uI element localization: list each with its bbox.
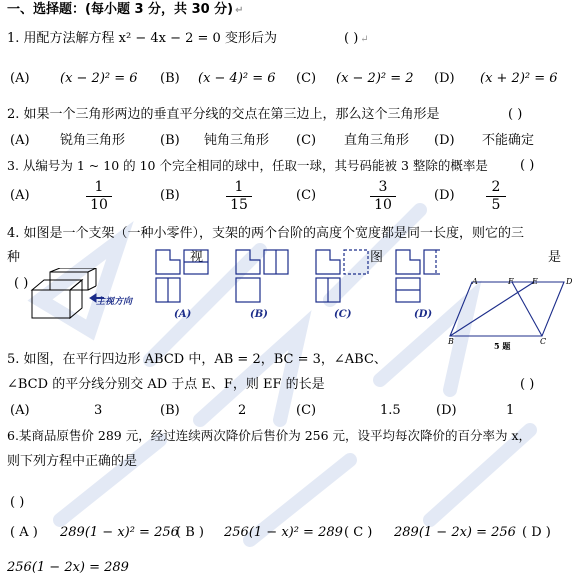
view-option-b-label: (B) (250, 309, 268, 320)
q3-c-denominator: 10 (374, 197, 392, 213)
q5-option-c-text: 1.5 (380, 403, 401, 418)
q2-option-c-label: (C) (296, 133, 317, 148)
q4-stem-line2-end: 是 (548, 250, 562, 265)
q2-option-b-label: (B) (160, 133, 180, 148)
q6-option-b-label: ( B ) (176, 525, 204, 540)
q3-option-d-fraction (486, 179, 506, 214)
q2-option-d-text: 不能确定 (482, 133, 535, 148)
q3-answer-paren[interactable]: ( ) (520, 158, 535, 173)
option-a-views (156, 250, 208, 302)
vertex-a: A (472, 277, 478, 286)
q6-option-a-text: 289(1 − x)² = 256 (60, 525, 179, 540)
q6-stem-line1-text: 6.某商品原售价 289 元，经过连续两次降价后售价为 256 元，设平均每次降价的百分率为 x， (7, 428, 532, 443)
q6-option-d-text: 256(1 − 2x) = 289 (7, 560, 129, 575)
q1-option-d-text: (x + 2)² = 6 (480, 71, 558, 86)
q3-b-numerator: 1 (226, 179, 252, 197)
q4-stem-line2-start: 种 (7, 250, 21, 265)
q2-option-a-label: (A) (10, 133, 30, 148)
view-option-d-label: (D) (414, 309, 433, 320)
q4-stem-line2-mid2: 图 (370, 250, 384, 265)
q3-b-denominator: 15 (230, 197, 248, 213)
q6-stem-line2 (7, 454, 137, 470)
view-direction-label: 主视方向 (96, 297, 133, 307)
view-option-c-label: (C) (334, 309, 352, 320)
q2-answer-paren[interactable]: ( ) (508, 107, 523, 122)
q3-option-c-label: (C) (296, 188, 317, 203)
q3-d-numerator: 2 (486, 179, 506, 197)
q3-a-denominator: 10 (90, 197, 108, 213)
q2-option-c-text: 直角三角形 (344, 133, 410, 148)
q5-option-d-text: 1 (506, 403, 515, 418)
q4-stem-line1-text: 4. 如图是一个支架（一种小零件），支架的两个台阶的高度个宽度都是同一长度，则它的三 (7, 226, 525, 241)
q5-option-b-label: (B) (160, 403, 180, 418)
q2-stem-text: 2. 如果一个三角形两边的垂直平分线的交点在第三边上，那么这个三角形是 (7, 107, 440, 122)
figure-caption: 5 题 (494, 341, 511, 351)
q1-option-a-label: (A) (10, 71, 30, 86)
q1-answer-paren[interactable] (344, 31, 369, 48)
q2-option-a-text: 锐角三角形 (60, 133, 126, 148)
q2-stem (7, 107, 440, 123)
vertex-b: B (448, 337, 454, 346)
q4-answer-paren[interactable]: ( ) (14, 276, 29, 291)
vertex-d: D (566, 277, 573, 286)
q1-option-c-text: (x − 2)² = 2 (336, 71, 414, 86)
q2-option-d-label: (D) (434, 133, 455, 148)
q3-option-b-label: (B) (160, 188, 180, 203)
q5-option-d-label: (D) (436, 403, 457, 418)
q3-a-numerator: 1 (86, 179, 112, 197)
q5-stem-line2 (7, 377, 325, 393)
q5-option-a-label: (A) (10, 403, 30, 418)
q5-option-c-label: (C) (296, 403, 317, 418)
q1-option-b-text: (x − 4)² = 6 (198, 71, 276, 86)
q1-stem-text: 1. 用配方法解方程 x² − 4x − 2 = 0 变形后为 (7, 31, 277, 46)
q5-stem-line1 (7, 352, 387, 368)
return-mark: ↵ (235, 5, 244, 16)
q4-stem-line2-mid: 视 (190, 250, 204, 265)
q5-stem-line2-text: ∠BCD 的平分线分别交 AD 于点 E、F，则 EF 的长是 (7, 377, 325, 392)
vertex-c: C (540, 337, 547, 346)
q3-option-b-fraction (226, 179, 252, 214)
point-f: F (508, 277, 514, 286)
option-d-views (396, 250, 440, 302)
q6-option-b-text: 256(1 − x)² = 289 (224, 525, 343, 540)
q3-stem (7, 158, 488, 174)
q1-paren-text: ( ) (344, 31, 359, 46)
q1-option-b-label: (B) (160, 71, 180, 86)
q3-stem-text: 3. 从编号为 1 ~ 10 的 10 个完全相同的球中，任取一球，其号码能被 3 整除的概率是 (7, 158, 488, 173)
q3-option-c-fraction (370, 179, 396, 214)
q3-c-numerator: 3 (370, 179, 396, 197)
q5-option-a-text: 3 (94, 403, 103, 418)
q3-option-d-label: (D) (434, 188, 455, 203)
option-b-views (236, 250, 288, 302)
three-view-options (154, 248, 440, 308)
q6-option-c-label: ( C ) (344, 525, 373, 540)
view-option-a-label: (A) (174, 309, 192, 320)
q1-stem (7, 31, 277, 47)
q6-stem-line2-text: 则下列方程中正确的是 (7, 454, 138, 469)
q3-option-a-fraction (86, 179, 112, 214)
q5-option-b-text: 2 (238, 403, 247, 418)
q6-option-d-label: ( D ) (522, 525, 551, 540)
q2-option-b-text: 钝角三角形 (204, 133, 270, 148)
option-c-views (316, 250, 368, 302)
q3-d-denominator: 5 (491, 197, 501, 213)
q4-stem-line1 (7, 226, 524, 242)
q6-option-c-text: 289(1 − 2x) = 256 (394, 525, 516, 540)
q3-option-a-label: (A) (10, 188, 30, 203)
q5-stem-line1-text: 5. 如图，在平行四边形 ABCD 中，AB = 2，BC = 3，∠ABC、 (7, 352, 387, 367)
point-e: E (532, 277, 538, 286)
section-title-text: 一、选择题：(每小题 3 分，共 30 分) (7, 2, 234, 17)
q1-option-a-text: (x − 2)² = 6 (60, 71, 138, 86)
q5-answer-paren[interactable]: ( ) (520, 377, 535, 392)
q1-option-d-label: (D) (434, 71, 455, 86)
return-mark: ↵ (360, 34, 369, 45)
q6-stem-line1 (7, 428, 531, 444)
section-title (7, 2, 244, 19)
q6-option-a-label: ( A ) (10, 525, 38, 540)
q1-option-c-label: (C) (296, 71, 317, 86)
q6-answer-paren[interactable]: ( ) (10, 495, 25, 510)
